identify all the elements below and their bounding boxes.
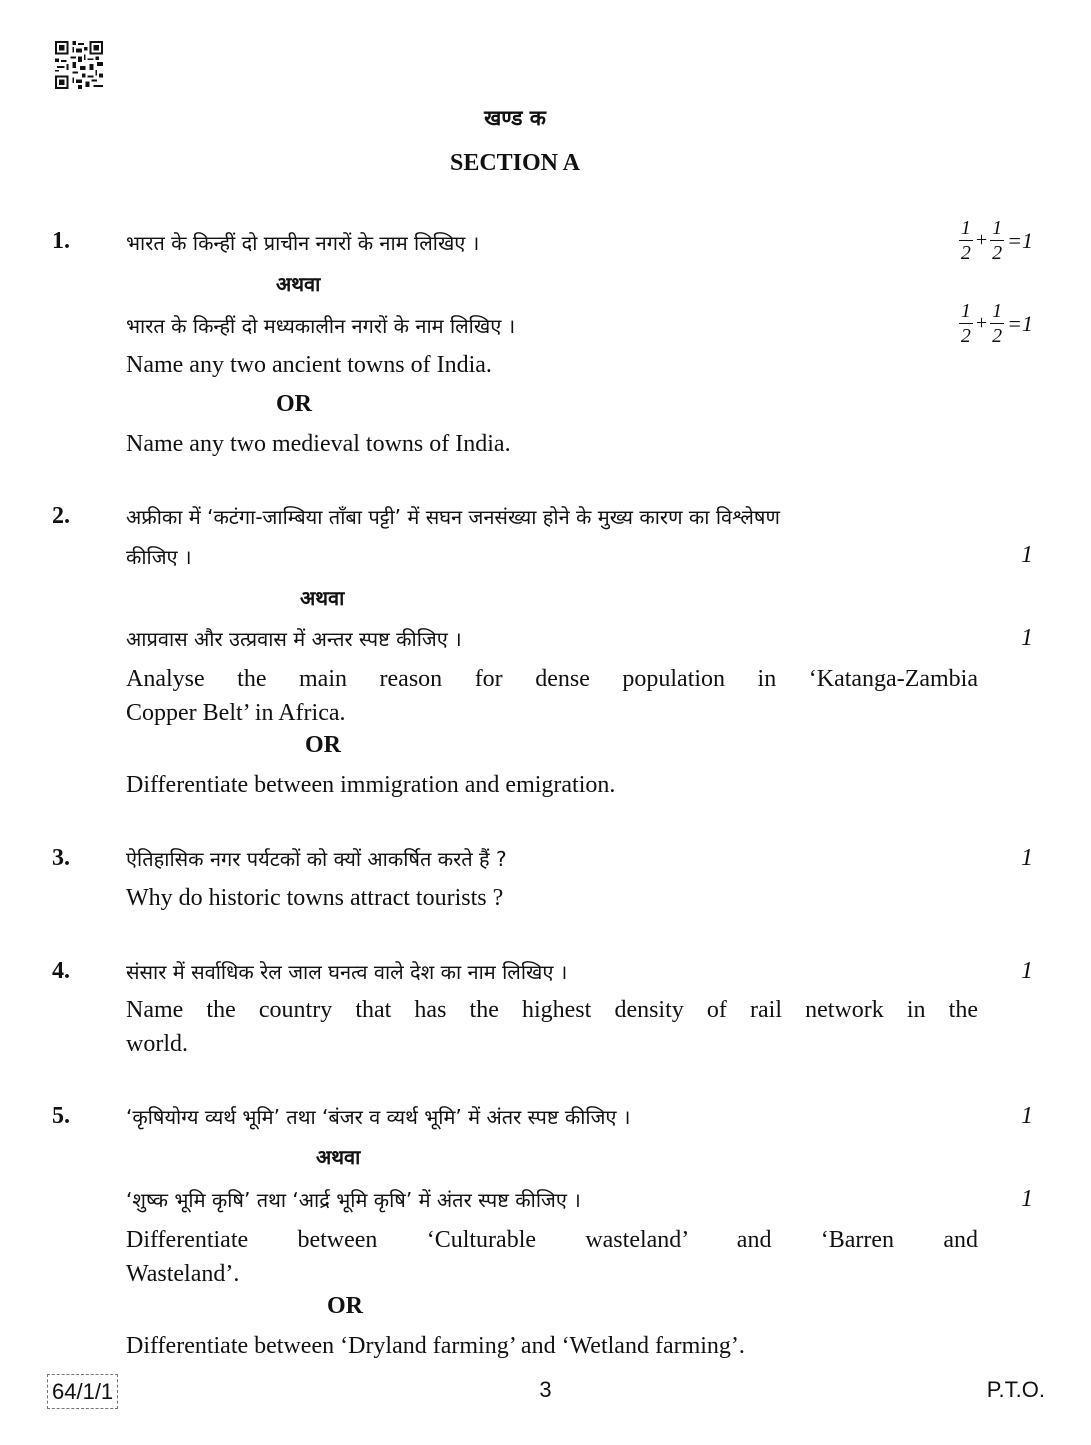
- section-title-english: SECTION A: [449, 150, 581, 176]
- question-5-english-alternative: Differentiate between ‘Dryland farming’ and ‘Wetland farming’.: [126, 1333, 745, 1359]
- question-1-english-or: OR: [276, 391, 312, 417]
- qr-code-icon: [55, 41, 103, 89]
- question-2-hindi-alternative: आप्रवास और उत्प्रवास में अन्तर स्पष्ट कीजिए ।: [126, 627, 462, 651]
- question-4-marks: 1: [1021, 958, 1033, 984]
- paper-code: 64/1/1: [47, 1374, 118, 1409]
- question-1-hindi-or: अथवा: [276, 272, 321, 296]
- question-2-marks: 1: [1021, 542, 1033, 568]
- question-5-english-line-2: Wasteland’.: [126, 1261, 240, 1287]
- question-1-alt-marks: $\frac{1}{2}$ + $\frac{1}{2}$ =1: [960, 300, 1033, 347]
- question-5-english-line-1: Differentiate between ‘Culturable wasteland’ and ‘Barren and: [126, 1227, 978, 1253]
- question-1-hindi: भारत के किन्हीं दो प्राचीन नगरों के नाम लिखिए ।: [126, 231, 480, 255]
- question-2-hindi-or: अथवा: [300, 586, 345, 610]
- question-3-marks: 1: [1021, 845, 1033, 871]
- pto-label: P.T.O.: [986, 1377, 1045, 1402]
- question-5-hindi: ‘कृषियोग्य व्यर्थ भूमि’ तथा ‘बंजर व व्यर्थ भूमि’ में अंतर स्पष्ट कीजिए ।: [126, 1105, 631, 1129]
- question-3-english: Why do historic towns attract tourists ?: [126, 885, 504, 911]
- question-2-english-alternative: Differentiate between immigration and emigration.: [126, 772, 616, 798]
- question-2-alt-marks: 1: [1021, 625, 1033, 651]
- question-5-marks: 1: [1021, 1103, 1033, 1129]
- question-5-number: 5.: [52, 1103, 70, 1129]
- question-2-hindi-line-2: कीजिए ।: [126, 545, 192, 569]
- question-4-english-line-2: world.: [126, 1031, 188, 1057]
- question-5-hindi-or: अथवा: [316, 1145, 361, 1169]
- page-number: 3: [539, 1377, 552, 1402]
- question-5-hindi-alternative: ‘शुष्क भूमि कृषि’ तथा ‘आर्द्र भूमि कृषि’ में अंतर स्पष्ट कीजिए ।: [126, 1188, 581, 1212]
- question-4-number: 4.: [52, 958, 70, 984]
- question-2-english-or: OR: [305, 732, 341, 758]
- question-3-hindi: ऐतिहासिक नगर पर्यटकों को क्यों आकर्षित करते हैं ?: [126, 847, 507, 871]
- question-2-number: 2.: [52, 503, 70, 529]
- question-1-hindi-alternative: भारत के किन्हीं दो मध्यकालीन नगरों के नाम लिखिए ।: [126, 314, 516, 338]
- question-5-english-or: OR: [327, 1293, 363, 1319]
- section-title-hindi: खण्ड क: [484, 106, 546, 130]
- question-2-hindi-line-1: अफ्रीका में ‘कटंगा-जाम्बिया ताँबा पट्टी’ में सघन जनसंख्या होने के मुख्य कारण का विश्लेषण: [126, 505, 780, 529]
- question-2-english-line-2: Copper Belt’ in Africa.: [126, 700, 346, 726]
- question-4-english-line-1: Name the country that has the highest density of rail network in the: [126, 997, 978, 1023]
- question-2-english-line-1: Analyse the main reason for dense population in ‘Katanga-Zambia: [126, 666, 978, 692]
- question-4-hindi: संसार में सर्वाधिक रेल जाल घनत्व वाले देश का नाम लिखिए ।: [126, 960, 568, 984]
- question-5-alt-marks: 1: [1021, 1186, 1033, 1212]
- question-1-marks: $\frac{1}{2}$ + $\frac{1}{2}$ =1: [960, 217, 1033, 264]
- question-1-number: 1.: [52, 228, 70, 254]
- question-1-english: Name any two ancient towns of India.: [126, 352, 492, 378]
- question-1-english-alternative: Name any two medieval towns of India.: [126, 431, 511, 457]
- question-3-number: 3.: [52, 845, 70, 871]
